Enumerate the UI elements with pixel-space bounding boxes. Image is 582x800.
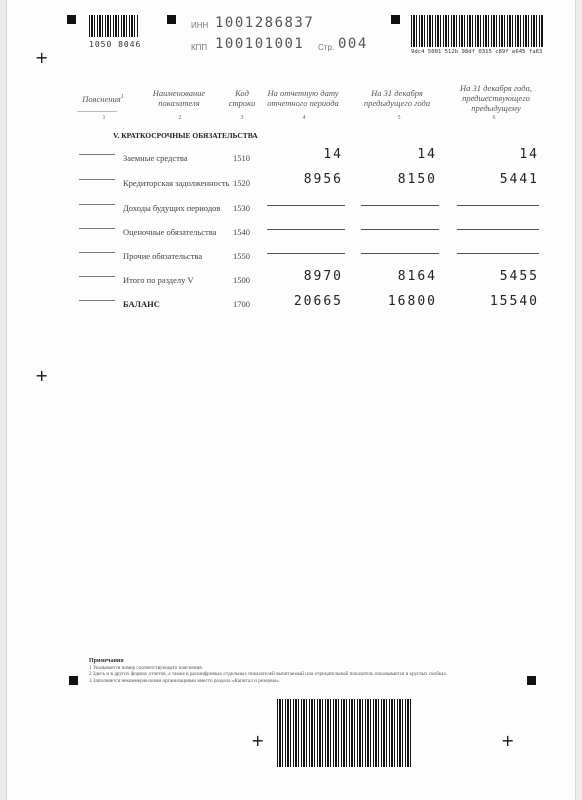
col-number: 6: [492, 115, 496, 121]
col-header-current: На отчетную дату отчетного периода: [267, 88, 339, 108]
value-current: 8970: [303, 269, 343, 284]
crosshair-mark: +: [35, 48, 49, 67]
col-header-name: Наименование показателя: [152, 88, 206, 108]
registration-marker: [167, 15, 176, 24]
barcode-hash: 9dc4 5001 512b 98df 0315 c89f e645 fa63: [411, 49, 543, 55]
row-code: 1550: [233, 251, 250, 261]
value-prev: 8150: [397, 172, 437, 187]
row-label: Итого по разделу V: [123, 275, 194, 285]
col-number: 4: [302, 115, 306, 121]
note-ref-line: [79, 252, 115, 253]
form-code: 1050 8046: [89, 40, 142, 49]
empty-value-line: [457, 205, 539, 206]
footnote: 3 Заполняется некоммерческими организациями вместо раздела «Капитал и резервы».: [89, 677, 280, 684]
empty-value-line: [267, 253, 345, 254]
col-header-notes: Пояснения$^1$: [82, 93, 124, 104]
empty-value-line: [361, 253, 439, 254]
value-preprev: 5455: [499, 269, 539, 284]
footnote: 1 Указывается номер соответствующего пояснения.: [89, 664, 203, 671]
form-barcode: [89, 15, 139, 37]
col-header-prev: На 31 декабря предыдущего года: [363, 88, 431, 108]
col-number: 3: [240, 115, 244, 121]
inn-value: 1001286837: [215, 15, 315, 31]
col-number: 1: [102, 115, 106, 121]
page-number: 004: [338, 36, 368, 52]
value-current: 8956: [303, 172, 343, 187]
crosshair-mark: +: [501, 731, 515, 750]
row-code: 1510: [233, 153, 250, 163]
value-prev: 8164: [397, 269, 437, 284]
registration-marker: [67, 15, 76, 24]
empty-value-line: [267, 205, 345, 206]
section-title: V. КРАТКОСРОЧНЫЕ ОБЯЗАТЕЛЬСТВА: [113, 131, 258, 140]
header-scribble: [77, 111, 117, 112]
row-label: Заемные средства: [123, 153, 188, 163]
crosshair-mark: +: [35, 366, 49, 385]
note-ref-line: [79, 204, 115, 205]
inn-label: ИНН: [191, 21, 209, 30]
crosshair-mark: +: [251, 731, 265, 750]
empty-value-line: [267, 229, 345, 230]
empty-value-line: [457, 229, 539, 230]
row-label: Кредиторская задолженность: [123, 178, 230, 188]
footnotes: [89, 658, 529, 684]
value-current: 14: [323, 147, 343, 162]
note-ref-line: [79, 179, 115, 180]
note-ref-line: [79, 154, 115, 155]
form-sheet: [6, 0, 576, 800]
registration-marker: [527, 676, 536, 685]
2d-barcode-bottom: [277, 699, 411, 767]
note-ref-line: [79, 300, 115, 301]
value-prev: 16800: [387, 294, 437, 309]
row-label: Оценочные обязательства: [123, 227, 217, 237]
registration-marker: [69, 676, 78, 685]
value-preprev: 15540: [489, 294, 539, 309]
row-label: Доходы будущих периодов: [123, 203, 221, 213]
row-code: 1530: [233, 203, 250, 213]
kpp-label: КПП: [191, 43, 208, 52]
footnotes-title: Примечания: [89, 658, 124, 664]
col-number: 5: [397, 115, 401, 121]
2d-barcode: [411, 15, 543, 47]
row-code: 1700: [233, 299, 250, 309]
value-preprev: 14: [519, 147, 539, 162]
row-code: 1540: [233, 227, 250, 237]
empty-value-line: [361, 205, 439, 206]
col-header-preprev: На 31 декабря года, предшествующего предыдущему: [460, 83, 532, 113]
registration-marker: [391, 15, 400, 24]
footnote: 2 Здесь и в других формах отчетов, а также в расшифровках отдельных показателей вычитаемый или отрицательный показатель показывается в круглых скобках.: [89, 671, 448, 677]
row-code: 1520: [233, 178, 250, 188]
col-header-code: Код строки: [228, 88, 256, 108]
row-code: 1500: [233, 275, 250, 285]
value-prev: 14: [417, 147, 437, 162]
page-label: Стр.: [318, 43, 335, 52]
value-current: 20665: [293, 294, 343, 309]
value-preprev: 5441: [499, 172, 539, 187]
empty-value-line: [361, 229, 439, 230]
note-ref-line: [79, 276, 115, 277]
row-label: Прочие обязательства: [123, 251, 203, 261]
kpp-value: 100101001: [215, 36, 305, 52]
col-number: 2: [178, 115, 182, 121]
empty-value-line: [457, 253, 539, 254]
note-ref-line: [79, 228, 115, 229]
row-label: БАЛАНС: [123, 299, 160, 309]
